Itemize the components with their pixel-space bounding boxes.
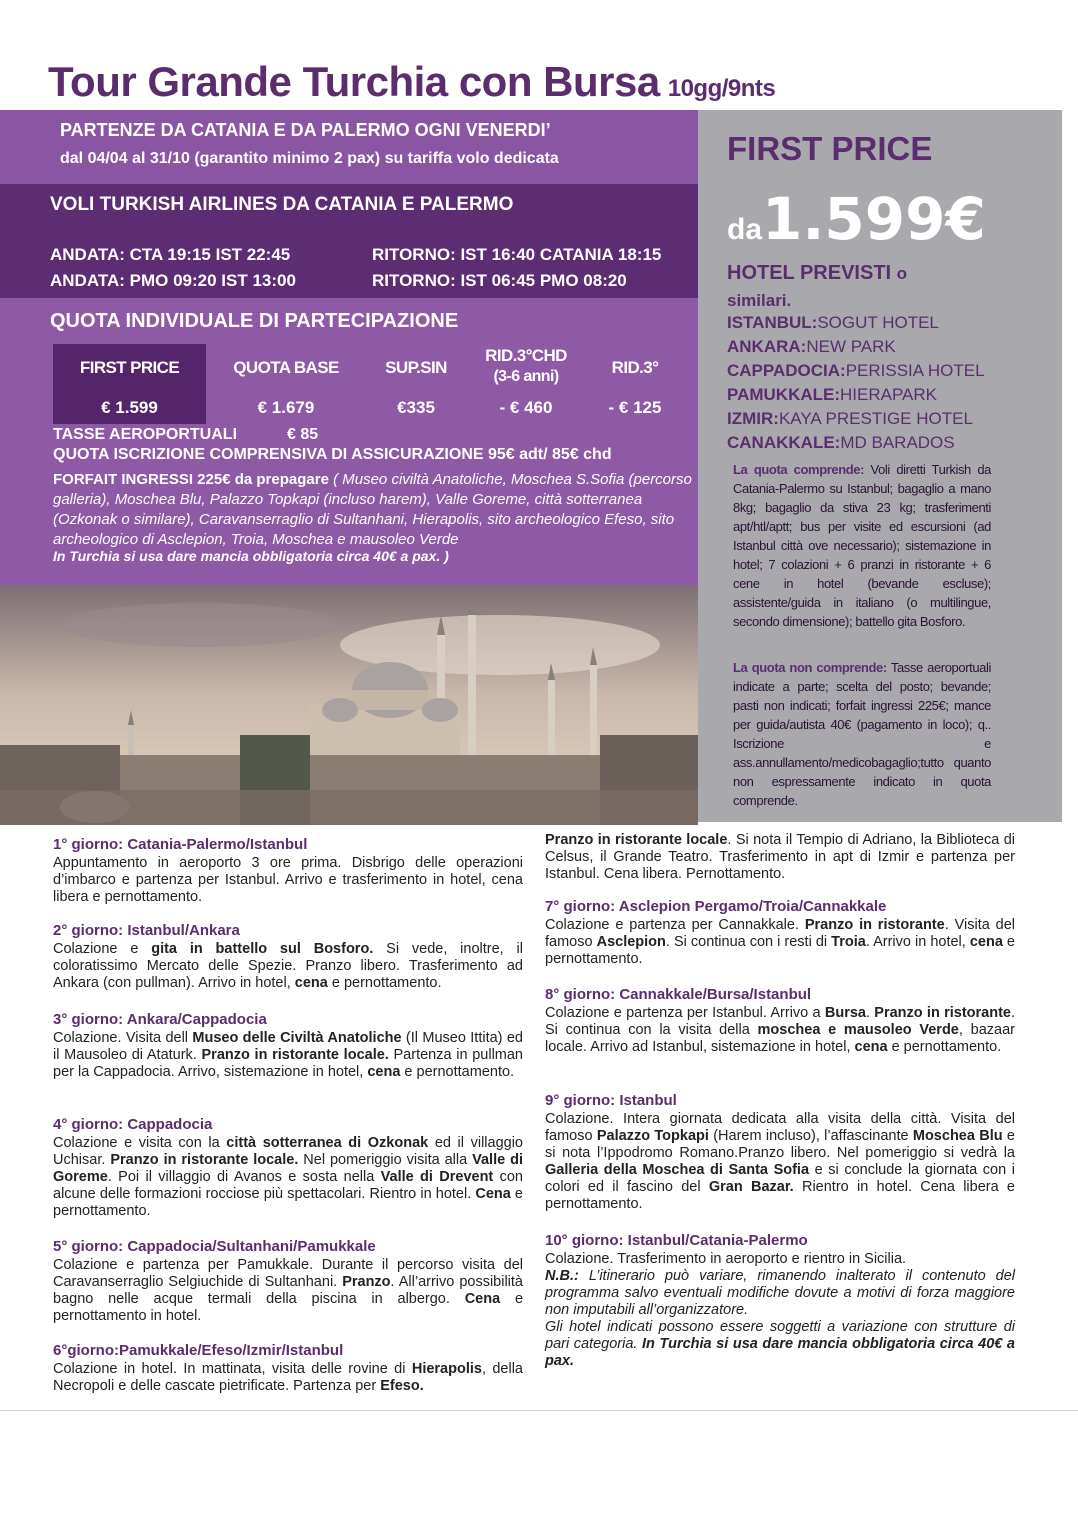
d3-c: (Il Museo Ittita) ed il Mausoleo di Ataturk. (53, 1030, 523, 1063)
d7-b2: Asclepion (596, 934, 666, 950)
title-text: Tour Grande Turchia con Bursa (48, 58, 660, 105)
hotel-item (727, 335, 985, 359)
day-5-text (53, 1257, 523, 1325)
d7-g: e pernottamento. (545, 934, 1015, 967)
forfait-ingressi (53, 470, 696, 550)
d10-mancia: In Turchia si usa dare mancia obbligatoria circa 40€ a pax. (545, 1336, 1016, 1369)
val-rid-chd: - € 460 (499, 398, 553, 417)
hotel-item (727, 359, 985, 383)
flight-ret-pmo: RITORNO: IST 06:45 PMO 08:20 (372, 271, 627, 290)
d8-f: , bazaar locale. Arrivo ad Istanbul, sistemazione in hotel, (545, 1022, 1015, 1055)
d7-b1: Pranzo in ristorante (804, 917, 945, 933)
hotel-name: PERISSIA HOTEL (845, 361, 985, 380)
day-6-cont (545, 832, 1015, 883)
day-3-heading: 3° giorno: Ankara/Cappadocia (53, 1011, 267, 1028)
d4-b3: Valle di Goreme (53, 1152, 523, 1185)
day-4-text (53, 1135, 523, 1220)
non-comprende-label: La quota non comprende: (733, 660, 887, 675)
day-9-heading: 9° giorno: Istanbul (545, 1092, 677, 1109)
d8-b3: moschea e mausoleo Verde (757, 1022, 959, 1038)
hotel-name: HIERAPARK (840, 385, 938, 404)
d5-b2: Cena (464, 1291, 501, 1307)
d8-b4: cena (854, 1039, 888, 1055)
day-6-text (53, 1361, 523, 1395)
val-sup-sin: €335 (397, 398, 435, 417)
day-5 (53, 1238, 523, 1325)
flight-out-cta: ANDATA: CTA 19:15 IST 22:45 (50, 245, 291, 264)
d4-i: e pernottamento. (53, 1186, 523, 1219)
d5-b1: Pranzo (342, 1274, 391, 1290)
d9-c: (Harem incluso), l’affascinante (708, 1128, 913, 1144)
d5-e: e pernottamento in hotel. (53, 1291, 524, 1324)
d7-f: . Arrivo in hotel, (865, 934, 970, 950)
d7-c: . Visita del famoso (545, 917, 1016, 950)
hotels-title-text: HOTEL PREVISTI (727, 262, 892, 284)
d3-b3: cena (367, 1064, 401, 1080)
d4-c: ed il villaggio Uchisar. (53, 1135, 523, 1168)
flight-out-pmo: ANDATA: PMO 09:20 IST 13:00 (50, 271, 296, 290)
tasse-label: TASSE AEROPORTUALI (53, 426, 238, 443)
d7-b3: Troia (831, 934, 866, 950)
scan-edge-divider (0, 1410, 1078, 1411)
price-value: 1.599€ (762, 185, 986, 253)
d4-b1: città sotterranea di Ozkonak (226, 1135, 429, 1151)
day-4-heading: 4° giorno: Cappadocia (53, 1116, 213, 1133)
departures-line1: PARTENZE DA CATANIA E DA PALERMO OGNI VENERDI’ (60, 120, 551, 140)
comprende-text: Voli diretti Turkish da Catania-Palermo su Istanbul; bagaglio a mano 8kg; bagaglio da stiva 23 kg; trasferimenti apt/htl/aptt; bus per visite ed escursioni (ad Istanbul città ove necessario); sistemazione in hotel; 7 colazioni + 6 pranzi in ristorante + 6 cene in hotel (bevande escluse); assistente/guida in italiano (o multilingue, secondo dimensione); battello gita Bosforo. (733, 462, 992, 629)
hotels-title-o: o (896, 264, 908, 283)
hotel-city: CANAKKALE: (727, 433, 841, 452)
d9-b4: Gran Bazar. (708, 1179, 794, 1195)
d3-e: Partenza in pullman per la Cappadocia. Arrivo, sistemazione in hotel, (53, 1047, 523, 1080)
iscrizione-line: QUOTA ISCRIZIONE COMPRENSIVA DI ASSICURAZIONE 95€ adt/ 85€ chd (53, 446, 612, 463)
col-first-price: FIRST PRICE (79, 358, 180, 377)
day-7-text (545, 917, 1015, 968)
istanbul-mosque-photo (0, 585, 698, 825)
hotels-list (727, 311, 985, 455)
day-2-heading: 2° giorno: Istanbul/Ankara (53, 922, 240, 939)
day-3 (53, 1011, 523, 1081)
d8-a: Colazione e partenza per Istanbul. Arrivo a (545, 1005, 825, 1021)
hotel-city: PAMUKKALE: (727, 385, 841, 404)
quota-title: QUOTA INDIVIDUALE DI PARTECIPAZIONE (50, 310, 459, 332)
d2-c: Si vede, inoltre, il coloratissimo Mercato delle Spezie. Pranzo libero. Trasferimento ad Ankara (con pullman). Arrivo in hotel, (53, 941, 523, 991)
day-9-text (545, 1111, 1015, 1213)
d9-b1: Palazzo Topkapi (596, 1128, 709, 1144)
d7-b4: cena (969, 934, 1003, 950)
non-comprende-text: Tasse aeroportuali indicate a parte; scelta del posto; bevande; pasti non indicati; forfait ingressi 225€; mance per guida/autista 40€ (pagamento in loco); q.. Iscrizione e ass.annullamento/medicobagaglio;tutto quanto non espressamente indicato in quota comprende. (733, 660, 991, 808)
d6b-c: . Si nota il Tempio di Adriano, la Biblioteca di Celsus, il Grande Teatro. Trasferimento in apt di Izmir e partenza per Istanbul. Cena libera. Pernottamento. (545, 832, 1015, 882)
mancia-note: In Turchia si usa dare mancia obbligatoria circa 40€ a pax. ) (53, 548, 449, 564)
d3-a: Colazione. Visita dell (53, 1030, 193, 1046)
d6-c: , della Necropoli e delle cascate pietrificate. Partenza per (53, 1361, 523, 1394)
hotel-city: CAPPADOCIA: (727, 361, 846, 380)
d4-a: Colazione e visita con la (53, 1135, 227, 1151)
hotel-name: NEW PARK (806, 337, 896, 356)
flight-ret-cta: RITORNO: IST 16:40 CATANIA 18:15 (372, 245, 662, 264)
day-7-heading: 7° giorno: Asclepion Pergamo/Troia/Cannakkale (545, 898, 887, 915)
day-4 (53, 1116, 523, 1220)
col-sup-sin: SUP.SIN (385, 358, 447, 377)
day-1-heading: 1° giorno: Catania-Palermo/Istanbul (53, 836, 308, 853)
hotel-name: SOGUT HOTEL (817, 313, 939, 332)
d10-note2: Gli hotel indicati possono essere soggetti a variazione con strutture di pari categoria. (545, 1319, 1015, 1352)
day-2 (53, 922, 523, 992)
d3-b1: Museo delle Civiltà Anatoliche (192, 1030, 402, 1046)
d2-b2: cena (294, 975, 328, 991)
hotel-city: ANKARA: (727, 337, 807, 356)
quota-comprende (733, 460, 991, 631)
forfait-detail: ( Museo civiltà Anatoliche, Moschea S.Sofia (percorso galleria), Moschea Blu, Palazzo Topkapi (incluso harem), Valle Goreme, città sotterranea (Ozkonak o similare), Caravanserraglio di Sultanhani, Hierapolis, sito archeologico Efeso, sito archeologico di Asclepion, Troia, Moschea e mausoleo Verde (53, 471, 692, 548)
day-9 (545, 1092, 1015, 1213)
day-6 (53, 1342, 523, 1395)
quota-non-comprende (733, 658, 991, 810)
hotels-title (727, 260, 1057, 314)
day-3-text (53, 1030, 523, 1081)
d4-e: Nel pomeriggio visita alla (298, 1152, 473, 1168)
day-6-heading: 6°giorno:Pamukkale/Efeso/Izmir/Istanbul (53, 1342, 344, 1359)
val-rid-3: - € 125 (608, 398, 662, 417)
val-quota-base: € 1.679 (257, 398, 315, 417)
d2-a: Colazione e (53, 941, 152, 957)
d5-a: Colazione e partenza per Pamukkale. Durante il percorso visita del Caravanserraglio Selgiuchide di Sultanhani. (53, 1257, 523, 1290)
d9-a: Colazione. Intera giornata dedicata alla visita della città. Visita del famoso (545, 1111, 1015, 1144)
d8-b2: Pranzo in ristorante (874, 1005, 1011, 1021)
price-da: da (727, 213, 763, 246)
title-duration: 10gg/9nts (667, 75, 776, 102)
day-10-text (545, 1251, 1015, 1370)
hotel-city: IZMIR: (727, 409, 779, 428)
flights-title: VOLI TURKISH AIRLINES DA CATANIA E PALERMO (50, 194, 514, 215)
hotel-item (727, 407, 985, 431)
hotel-item (727, 311, 985, 335)
hotels-title-similari: similari. (727, 291, 792, 310)
page-title (48, 58, 775, 106)
d6-b1: Hierapolis (411, 1361, 482, 1377)
comprende-label: La quota comprende: (733, 462, 865, 477)
first-price-label: FIRST PRICE (727, 130, 933, 167)
hotel-city: ISTANBUL: (727, 313, 818, 332)
price-tag (727, 185, 986, 253)
d9-g: Rientro in hotel. Cena libera e pernottamento. (545, 1179, 1015, 1212)
col-rid-chd: RID.3°CHD (485, 346, 567, 365)
d4-g: con alcune delle formazioni rocciose più spettacolari. Rientro in hotel. (53, 1169, 523, 1202)
d7-e: . Si continua con i resti di (665, 934, 832, 950)
hotel-name: KAYA PRESTIGE HOTEL (778, 409, 973, 428)
d8-e: . Si continua con la visita della (545, 1005, 1016, 1038)
d8-g: e pernottamento. (887, 1039, 1002, 1055)
d10-note: L’itinerario può variare, rimanendo inalterato il contenuto del programma salvo eventuali modifiche dovute a motivi di forza maggiore non imputabili all’organizzatore. (545, 1268, 1015, 1318)
d8-c: . (865, 1005, 875, 1021)
d7-a: Colazione e partenza per Cannakkale. (545, 917, 805, 933)
d10-a: Colazione. Trasferimento in aeroporto e rientro in Sicilia. (545, 1251, 907, 1267)
day-5-heading: 5° giorno: Cappadocia/Sultanhani/Pamukkale (53, 1238, 376, 1255)
col-quota-base: QUOTA BASE (233, 358, 339, 377)
d5-c: . All’arrivo possibilità bagno nelle acque termali della piscina in albergo. (53, 1274, 523, 1307)
d6-b2: Efeso. (380, 1378, 424, 1394)
hotel-item (727, 431, 985, 455)
day-6-cont-text (545, 832, 1015, 883)
d4-b2: Pranzo in ristorante locale. (110, 1152, 299, 1168)
d4-b5: Cena (475, 1186, 511, 1202)
d8-b1: Bursa (824, 1005, 866, 1021)
d9-e: e si nota l’Ippodromo Romano.Pranzo libero. Nel pomeriggio si vedrà la (545, 1128, 1015, 1161)
forfait-label: FORFAIT INGRESSI 225€ da prepagare (53, 471, 329, 488)
d3-b2: Pranzo in ristorante locale. (201, 1047, 389, 1063)
tasse-value: € 85 (287, 426, 319, 443)
d2-b1: gita in battello sul Bosforo. (151, 941, 374, 957)
day-1-text: Appuntamento in aeroporto 3 ore prima. Disbrigo delle operazioni d’imbarco e partenza per Istanbul. Arrivo e trasferimento in hotel, cena libera e pernottamento. (53, 855, 523, 905)
d3-f: e pernottamento. (400, 1064, 515, 1080)
day-1 (53, 836, 523, 906)
day-8-heading: 8° giorno: Cannakkale/Bursa/Istanbul (545, 986, 812, 1003)
day-7 (545, 898, 1015, 968)
d6b-b1: Pranzo in ristorante locale (545, 832, 728, 848)
hotel-name: MD BARADOS (840, 433, 955, 452)
d9-b3: Galleria della Moschea di Santa Sofia (545, 1162, 810, 1178)
d6-a: Colazione in hotel. In mattinata, visita delle rovine di (53, 1361, 412, 1377)
col-rid-chd-age: (3-6 anni) (493, 368, 559, 385)
d4-f: . Poi il villaggio di Avanos e sosta nella (107, 1169, 381, 1185)
col-rid-3: RID.3° (611, 358, 659, 377)
d9-b2: Moschea Blu (912, 1128, 1003, 1144)
d10-nb: N.B.: (545, 1268, 579, 1284)
day-8 (545, 986, 1015, 1056)
day-2-text (53, 941, 523, 992)
day-10 (545, 1232, 1015, 1370)
day-10-heading: 10° giorno: Istanbul/Catania-Palermo (545, 1232, 808, 1249)
val-first-price: € 1.599 (101, 398, 158, 417)
d2-e: e pernottamento. (327, 975, 442, 991)
hotel-item (727, 383, 985, 407)
d4-b4: Valle di Drevent (380, 1169, 494, 1185)
departures-line2: dal 04/04 al 31/10 (garantito minimo 2 pax) su tariffa volo dedicata (60, 150, 559, 167)
day-8-text (545, 1005, 1015, 1056)
d9-f: e si conclude la giornata con i colori ed il fascino del (545, 1162, 1015, 1195)
